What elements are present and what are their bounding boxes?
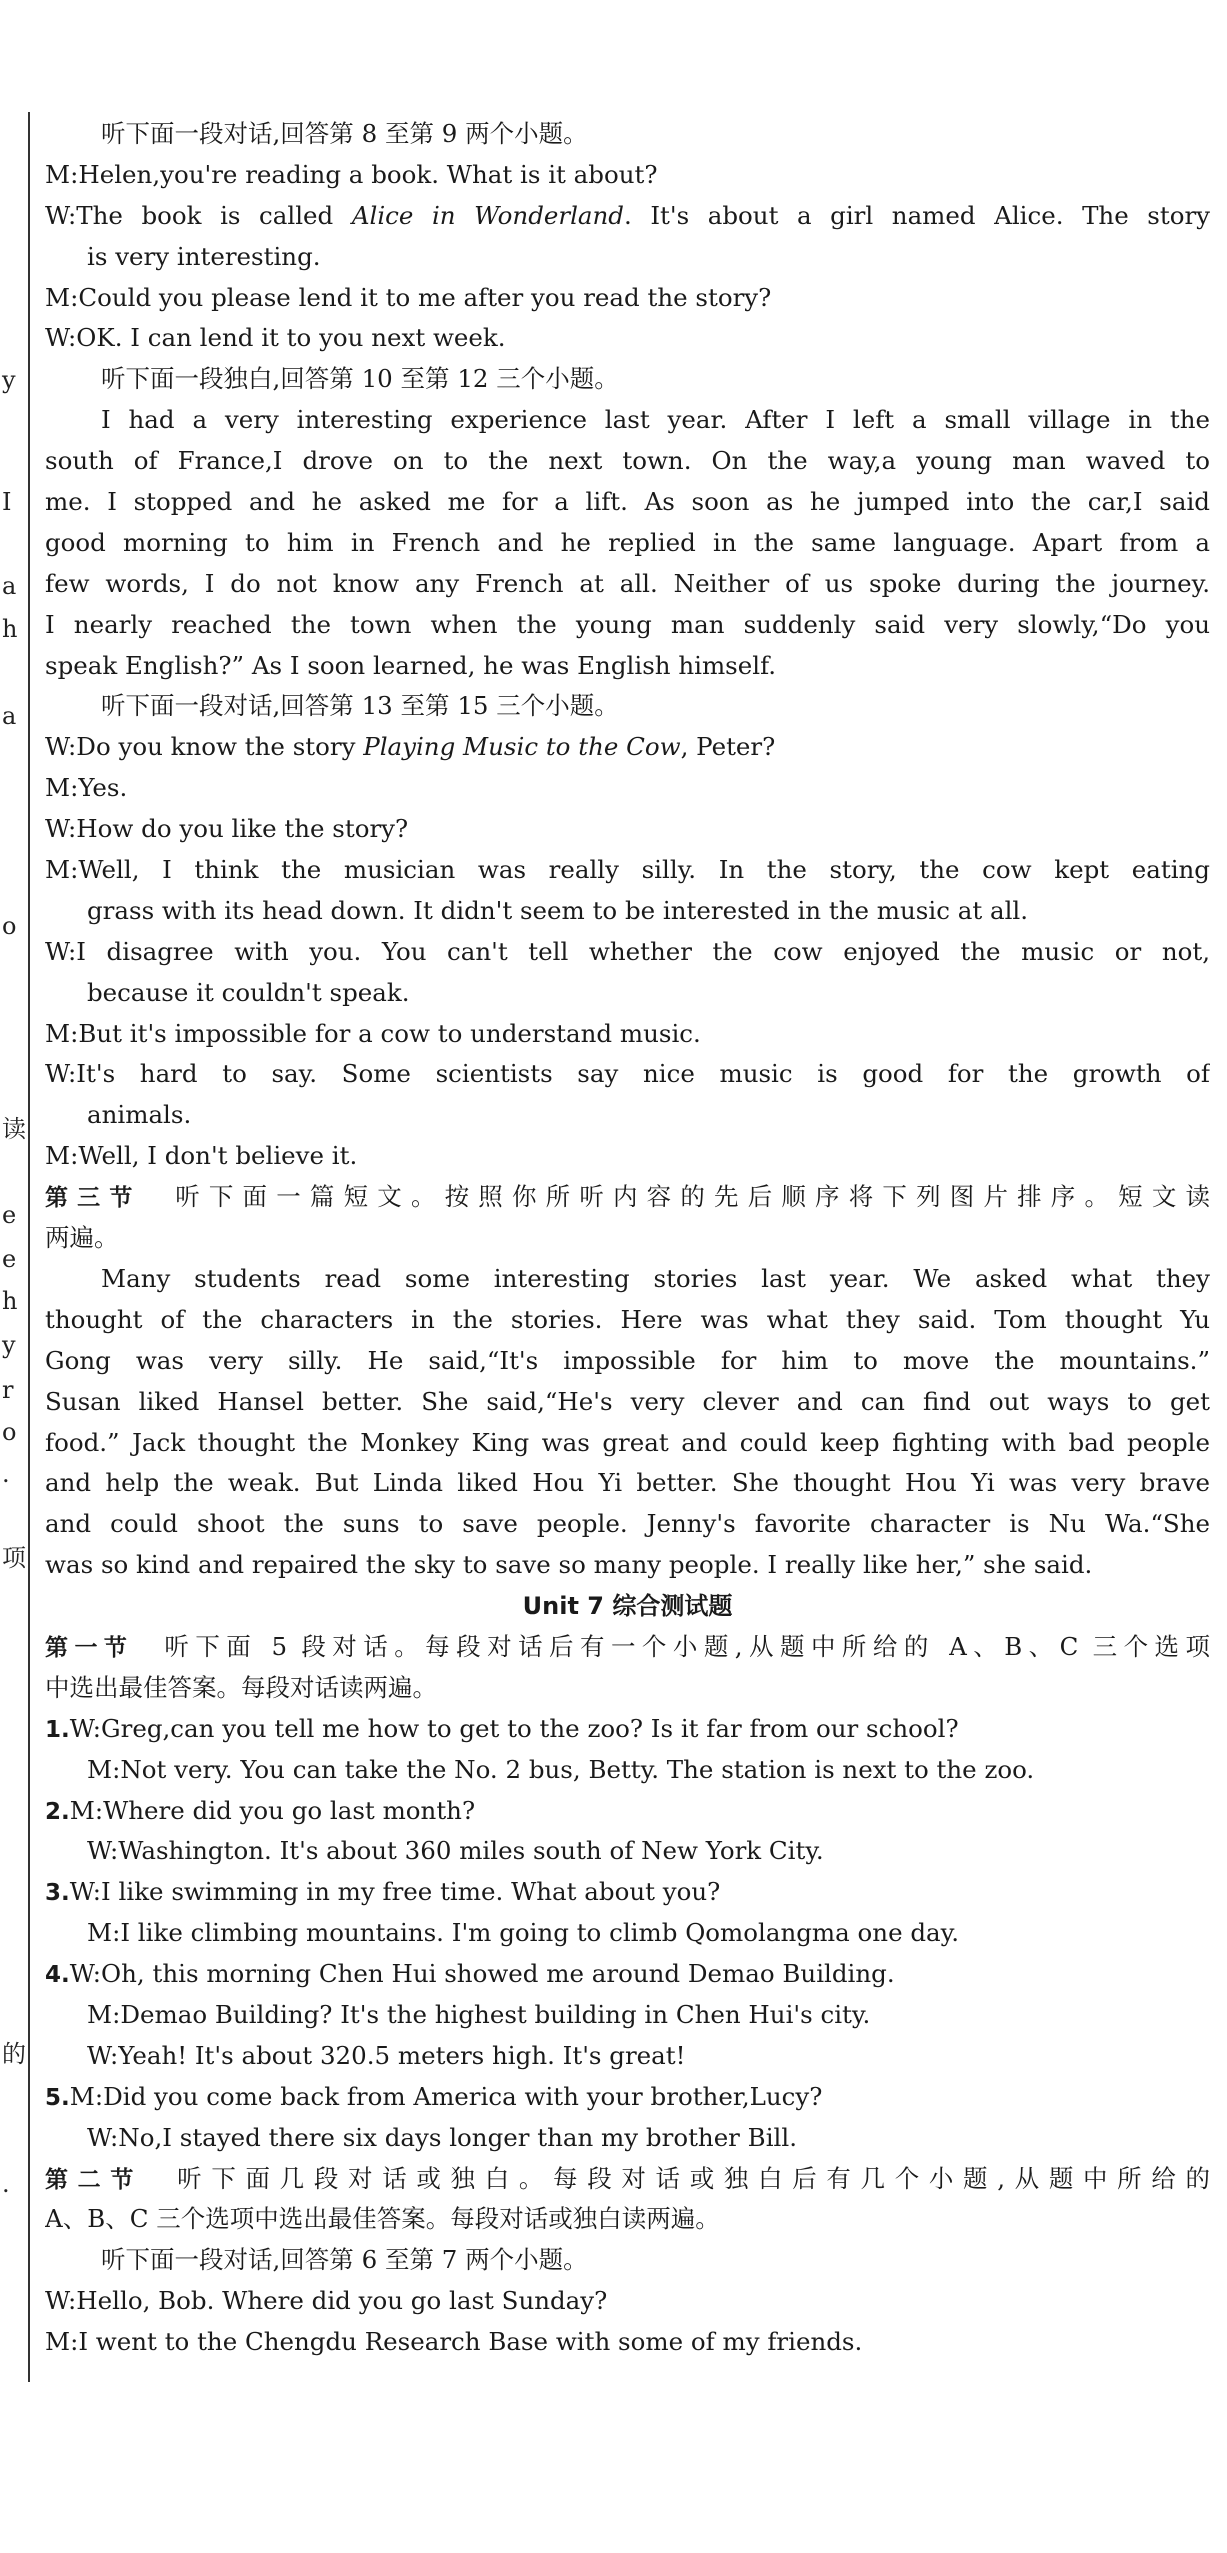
speech-line bbox=[45, 1136, 1210, 1177]
paragraph-line bbox=[45, 1545, 1210, 1586]
paragraph-line bbox=[45, 564, 1210, 605]
question-item bbox=[45, 2077, 1210, 2118]
speech-continuation bbox=[45, 891, 1210, 932]
question-number: 4. bbox=[45, 1962, 70, 1989]
speech-continuation bbox=[45, 973, 1210, 1014]
speech-text: M:I went to the Chengdu Research Base with some of my friends. bbox=[45, 2327, 863, 2357]
paragraph-line bbox=[45, 1300, 1210, 1341]
speech-text: M:Well, I think the musician was really silly. In the story, the cow kept eating bbox=[45, 855, 1210, 885]
paragraph-line bbox=[45, 1463, 1210, 1504]
speech-line bbox=[45, 2322, 1210, 2363]
paragraph-text: I had a very interesting experience last year. After I left a small village in the bbox=[101, 405, 1210, 435]
margin-letter: h bbox=[2, 1287, 18, 1315]
section-heading-line bbox=[45, 1177, 1210, 1218]
paragraph-text: thought of the characters in the stories. Here was what they said. Tom thought Yu bbox=[45, 1304, 1210, 1334]
plain-line bbox=[45, 1668, 1210, 1709]
reply-text: M:Not very. You can take the No. 2 bus, Betty. The station is next to the zoo. bbox=[87, 1754, 1035, 1784]
paragraph-text: I nearly reached the town when the young man suddenly said very slowly,“Do you bbox=[45, 609, 1210, 639]
margin-letter: a bbox=[2, 572, 17, 600]
question-item bbox=[45, 1791, 1210, 1832]
section-label: 第一节 bbox=[45, 1634, 134, 1661]
question-reply bbox=[45, 2118, 1210, 2159]
question-number: 3. bbox=[45, 1880, 70, 1907]
margin-letter: e bbox=[2, 1245, 17, 1273]
speech-line bbox=[45, 1054, 1210, 1095]
margin-letter: y bbox=[2, 1331, 16, 1359]
section-label: 第三节 bbox=[45, 1185, 142, 1212]
paragraph-line bbox=[45, 1504, 1210, 1545]
question-text: W:Oh, this morning Chen Hui showed me around Demao Building. bbox=[69, 1959, 895, 1989]
question-reply bbox=[45, 1750, 1210, 1791]
plain-text: 两遍。 bbox=[45, 1223, 119, 1253]
speech-line bbox=[45, 318, 1210, 359]
paragraph-text: speak English?” As I soon learned, he was English himself. bbox=[45, 650, 777, 680]
unit-title bbox=[45, 1586, 1210, 1627]
question-number: 1. bbox=[45, 1716, 70, 1743]
speech-line bbox=[45, 768, 1210, 809]
speech-text: animals. bbox=[87, 1100, 192, 1130]
margin-letters bbox=[0, 0, 26, 2553]
margin-letter: a bbox=[2, 702, 17, 730]
speech-line bbox=[45, 196, 1210, 237]
margin-letter: 项 bbox=[2, 1544, 26, 1572]
speech-text: W:Hello, Bob. Where did you go last Sunday? bbox=[45, 2286, 608, 2316]
question-text: M:Where did you go last month? bbox=[69, 1795, 476, 1825]
margin-letter: o bbox=[2, 912, 17, 940]
paragraph-text: Susan liked Hansel better. She said,“He's very clever and can find out ways to get bbox=[45, 1386, 1210, 1416]
paragraph-line bbox=[45, 605, 1210, 646]
speech-text: W:I disagree with you. You can't tell whether the cow enjoyed the music or not, bbox=[45, 936, 1210, 966]
margin-letter: 的 bbox=[2, 2040, 26, 2068]
question-item bbox=[45, 1954, 1210, 1995]
speech-continuation bbox=[45, 1095, 1210, 1136]
speech-text: M:Yes. bbox=[45, 773, 128, 803]
paragraph-text: south of France,I drove on to the next town. On the way,a young man waved to bbox=[45, 446, 1210, 476]
paragraph-line bbox=[45, 441, 1210, 482]
paragraph-line bbox=[45, 482, 1210, 523]
paragraph-line bbox=[45, 1341, 1210, 1382]
speech-text: W:OK. I can lend it to you next week. bbox=[45, 323, 506, 353]
speech-text: because it couldn't speak. bbox=[87, 977, 410, 1007]
spacer bbox=[142, 1182, 167, 1211]
reply-text: M:I like climbing mountains. I'm going to climb Qomolangma one day. bbox=[87, 1918, 960, 1948]
document-content bbox=[45, 114, 1210, 2363]
paragraph-line bbox=[45, 1382, 1210, 1423]
paragraph-text: me. I stopped and he asked me for a lift. As soon as he jumped into the car,I said bbox=[45, 487, 1210, 517]
speech-text: M:Could you please lend it to me after you read the story? bbox=[45, 282, 772, 312]
paragraph-text: and help the weak. But Linda liked Hou Yi better. She thought Hou Yi was very brave bbox=[45, 1468, 1210, 1498]
question-reply bbox=[45, 1913, 1210, 1954]
story-title: Alice in Wonderland bbox=[351, 200, 624, 230]
story-title: Playing Music to the Cow bbox=[363, 732, 681, 762]
instruction-line bbox=[45, 114, 1210, 155]
speech-line bbox=[45, 1014, 1210, 1055]
instruction-text: 听下面一段对话,回答第 8 至第 9 两个小题。 bbox=[101, 119, 588, 148]
speech-continuation bbox=[45, 237, 1210, 278]
reply-text: W:Yeah! It's about 320.5 meters high. It's great! bbox=[87, 2040, 686, 2070]
question-reply bbox=[45, 1995, 1210, 2036]
section-instruction: 听下面一篇短文。按照你所听内容的先后顺序将下列图片排序。短文读 bbox=[166, 1182, 1210, 1212]
speech-text: M:Helen,you're reading a book. What is it about? bbox=[45, 159, 658, 189]
margin-letter: I bbox=[2, 488, 12, 516]
question-number: 2. bbox=[45, 1798, 70, 1825]
instruction-text: 听下面一段独白,回答第 10 至第 12 三个小题。 bbox=[101, 364, 619, 394]
question-item bbox=[45, 1709, 1210, 1750]
paragraph-line bbox=[45, 1259, 1210, 1300]
paragraph-text: good morning to him in French and he replied in the same language. Apart from a bbox=[45, 527, 1210, 557]
section-label: 第二节 bbox=[45, 2166, 144, 2193]
instruction-text: 听下面一段对话,回答第 13 至第 15 三个小题。 bbox=[101, 691, 619, 721]
speech-text: M:Well, I don't believe it. bbox=[45, 1141, 358, 1171]
unit-title-text: Unit 7 综合测试题 bbox=[522, 1592, 733, 1621]
margin-letter: h bbox=[2, 615, 18, 643]
speech-line bbox=[45, 727, 1210, 768]
speech-line bbox=[45, 2281, 1210, 2322]
plain-text: A、B、C 三个选项中选出最佳答案。每段对话或独白读两遍。 bbox=[45, 2204, 720, 2234]
reply-text: M:Demao Building? It's the highest building in Chen Hui's city. bbox=[87, 1999, 871, 2029]
paragraph-text: was so kind and repaired the sky to save so many people. I really like her,” she said. bbox=[45, 1550, 1093, 1580]
margin-letter: o bbox=[2, 1418, 17, 1446]
question-reply bbox=[45, 1831, 1210, 1872]
paragraph-line bbox=[45, 523, 1210, 564]
left-margin-rule bbox=[28, 112, 30, 2382]
paragraph-line bbox=[45, 1423, 1210, 1464]
speech-text: W:It's hard to say. Some scientists say nice music is good for the growth of bbox=[45, 1059, 1210, 1089]
spacer bbox=[133, 1632, 158, 1661]
question-reply bbox=[45, 2036, 1210, 2077]
speech-text: W:Do you know the story bbox=[45, 732, 364, 762]
instruction-line bbox=[45, 359, 1210, 400]
speech-text: is very interesting. bbox=[87, 241, 321, 271]
reply-text: W:Washington. It's about 360 miles south of New York City. bbox=[87, 1836, 824, 1866]
paragraph-text: Gong was very silly. He said,“It's impossible for him to move the mountains.” bbox=[45, 1345, 1210, 1375]
speech-line bbox=[45, 850, 1210, 891]
instruction-text: 听下面一段对话,回答第 6 至第 7 两个小题。 bbox=[101, 2245, 588, 2275]
speech-text: , Peter? bbox=[680, 732, 776, 762]
spacer bbox=[143, 2164, 168, 2193]
question-number: 5. bbox=[45, 2084, 70, 2111]
paragraph-text: few words, I do not know any French at all. Neither of us spoke during the journey. bbox=[45, 568, 1210, 598]
section-heading-line bbox=[45, 2159, 1210, 2200]
instruction-line bbox=[45, 686, 1210, 727]
paragraph-line bbox=[45, 646, 1210, 687]
speech-line bbox=[45, 809, 1210, 850]
section-instruction: 听下面 5 段对话。每段对话后有一个小题,从题中所给的 A、B、C 三个选项 bbox=[157, 1631, 1210, 1661]
margin-letter: . bbox=[2, 2170, 10, 2198]
paragraph-text: food.” Jack thought the Monkey King was great and could keep fighting with bad people bbox=[45, 1427, 1210, 1457]
speech-line bbox=[45, 278, 1210, 319]
speech-line bbox=[45, 932, 1210, 973]
plain-text: 中选出最佳答案。每段对话读两遍。 bbox=[45, 1672, 437, 1702]
question-text: M:Did you come back from America with your brother,Lucy? bbox=[69, 2081, 823, 2111]
plain-line bbox=[45, 2199, 1210, 2240]
plain-line bbox=[45, 1218, 1210, 1259]
margin-letter: e bbox=[2, 1201, 17, 1229]
question-text: W:I like swimming in my free time. What about you? bbox=[69, 1877, 721, 1907]
margin-letter: . bbox=[2, 1460, 10, 1488]
speech-text: W:How do you like the story? bbox=[45, 814, 409, 844]
speech-text: W:The book is called bbox=[45, 200, 352, 230]
margin-letter: 读 bbox=[2, 1115, 26, 1143]
speech-text: . It's about a girl named Alice. The story bbox=[624, 200, 1210, 230]
paragraph-line bbox=[45, 400, 1210, 441]
speech-text: grass with its head down. It didn't seem to be interested in the music at all. bbox=[87, 895, 1029, 925]
reply-text: W:No,I stayed there six days longer than my brother Bill. bbox=[87, 2122, 797, 2152]
section-instruction: 听下面几段对话或独白。每段对话或独白后有几个小题,从题中所给的 bbox=[167, 2163, 1210, 2193]
question-text: W:Greg,can you tell me how to get to the zoo? Is it far from our school? bbox=[69, 1713, 959, 1743]
margin-letter: y bbox=[2, 366, 16, 394]
paragraph-text: Many students read some interesting stories last year. We asked what they bbox=[101, 1263, 1210, 1293]
section-heading-line bbox=[45, 1627, 1210, 1668]
instruction-line bbox=[45, 2240, 1210, 2281]
paragraph-text: and could shoot the suns to save people. Jenny's favorite character is Nu Wa.“She bbox=[45, 1509, 1210, 1539]
speech-line bbox=[45, 155, 1210, 196]
question-item bbox=[45, 1872, 1210, 1913]
margin-letter: r bbox=[2, 1376, 14, 1404]
speech-text: M:But it's impossible for a cow to understand music. bbox=[45, 1018, 701, 1048]
